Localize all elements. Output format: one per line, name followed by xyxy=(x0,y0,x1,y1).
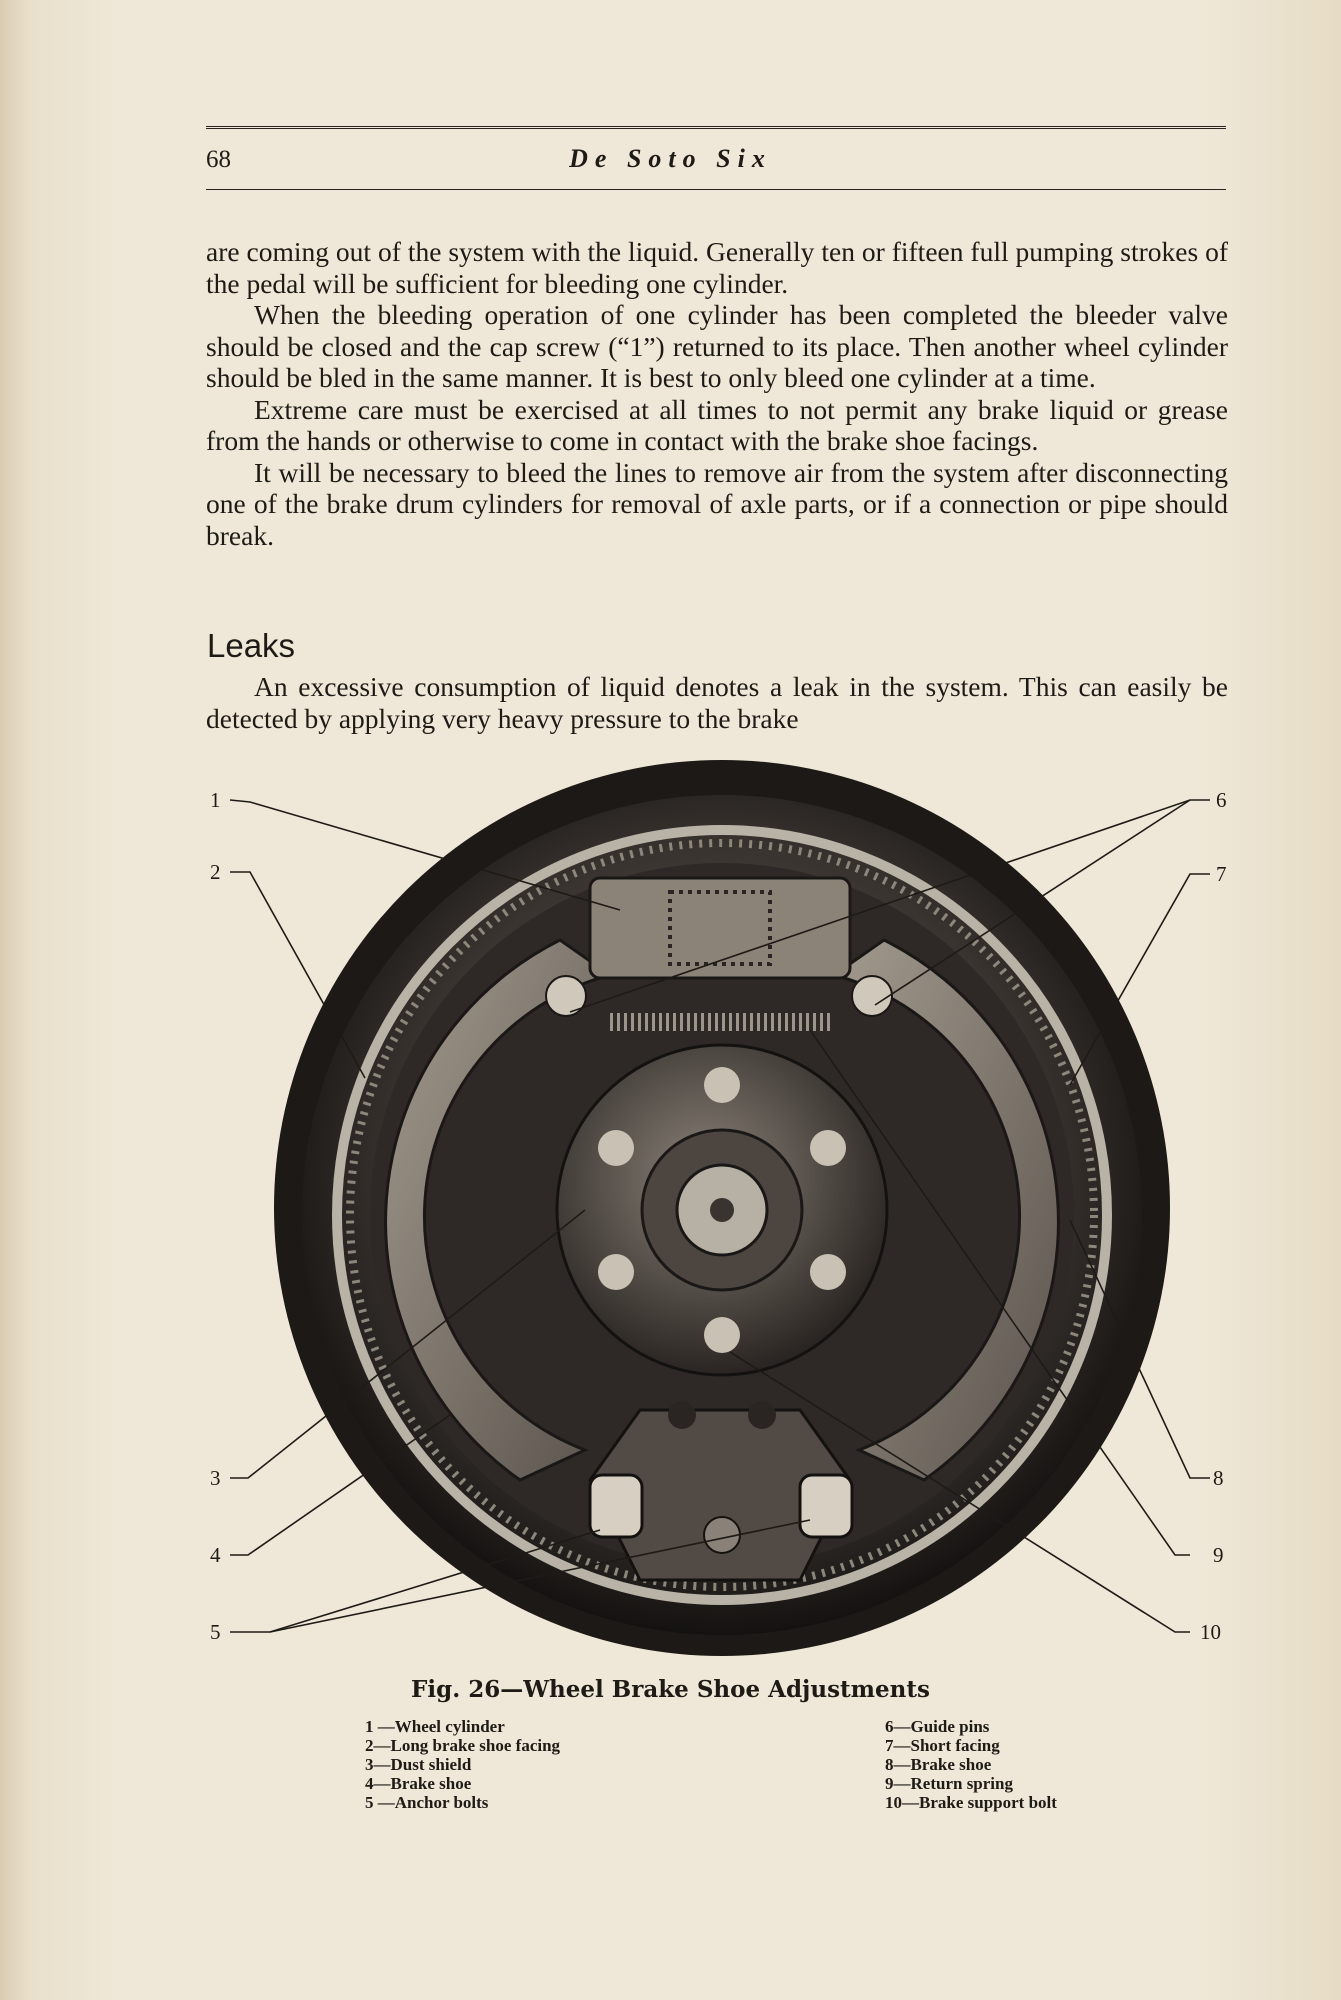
legend-item: 2—Long brake shoe facing xyxy=(365,1736,561,1755)
paragraph: An excessive consumption of liquid denotes a leak in the system. This can easily be detected by applying very heavy pressure to the brake xyxy=(206,671,1228,734)
anchor-bolt-right xyxy=(800,1475,852,1537)
hub-bolt xyxy=(704,1067,740,1103)
hub-bolt xyxy=(598,1254,634,1290)
hub-bolt xyxy=(810,1254,846,1290)
plate-rivet xyxy=(668,1401,696,1429)
legend-right xyxy=(885,1717,1057,1812)
legend-item: 3—Dust shield xyxy=(365,1755,472,1774)
legend-item: 1 —Wheel cylinder xyxy=(365,1717,505,1736)
paragraph: When the bleeding operation of one cylinder has been completed the bleeder valve should be closed and the cap screw (“1”) returned to its place. Then another wheel cylinder should be bled in the same manner. It is best to only bleed one cylinder at a time. xyxy=(206,299,1228,393)
section-heading: Leaks xyxy=(207,627,296,664)
callout-4: 4 xyxy=(210,1543,221,1567)
hub-bolt xyxy=(810,1130,846,1166)
legend-item: 6—Guide pins xyxy=(885,1717,990,1736)
page-number: 68 xyxy=(206,146,231,173)
callout-1: 1 xyxy=(210,788,221,812)
figure-caption: Fig. 26—Wheel Brake Shoe Adjustments xyxy=(411,1676,930,1703)
hub-bolt xyxy=(704,1317,740,1353)
brake-assembly-illustration xyxy=(0,760,1341,1670)
callout-7: 7 xyxy=(1216,862,1227,886)
body-text xyxy=(206,236,1228,551)
legend-left xyxy=(365,1717,560,1812)
callout-5: 5 xyxy=(210,1620,221,1644)
callout-6: 6 xyxy=(1216,788,1227,812)
guide-pin-left xyxy=(546,976,586,1016)
wheel-cylinder xyxy=(590,878,850,978)
legend-item: 5 —Anchor bolts xyxy=(365,1793,489,1812)
legend-item: 9—Return spring xyxy=(885,1774,1013,1793)
legend-item: 7—Short facing xyxy=(885,1736,1000,1755)
callout-8: 8 xyxy=(1213,1466,1224,1490)
callout-10: 10 xyxy=(1200,1620,1221,1644)
section-text xyxy=(206,671,1228,734)
guide-pin-right xyxy=(852,976,892,1016)
callout-3: 3 xyxy=(210,1466,221,1490)
running-title: De Soto Six xyxy=(569,144,772,173)
legend-item: 4—Brake shoe xyxy=(365,1774,472,1793)
legend-item: 10—Brake support bolt xyxy=(885,1793,1057,1812)
callout-2: 2 xyxy=(210,860,221,884)
plate-rivet xyxy=(748,1401,776,1429)
paragraph: Extreme care must be exercised at all times to not permit any brake liquid or grease from the hands or otherwise to come in contact with the brake shoe facings. xyxy=(206,393,1228,456)
paragraph: It will be necessary to bleed the lines to remove air from the system after disconnecting one of the brake drum cylinders for removal of axle parts, or if a connection or pipe should break. xyxy=(206,456,1228,551)
callout-9: 9 xyxy=(1213,1543,1224,1567)
axle-center xyxy=(710,1198,734,1222)
hub-bolt xyxy=(598,1130,634,1166)
legend-item: 8—Brake shoe xyxy=(885,1755,992,1774)
anchor-bolt-left xyxy=(590,1475,642,1537)
paragraph: are coming out of the system with the liquid. Generally ten or fifteen full pumping strokes of the pedal will be sufficient for bleeding one cylinder. xyxy=(206,236,1228,299)
